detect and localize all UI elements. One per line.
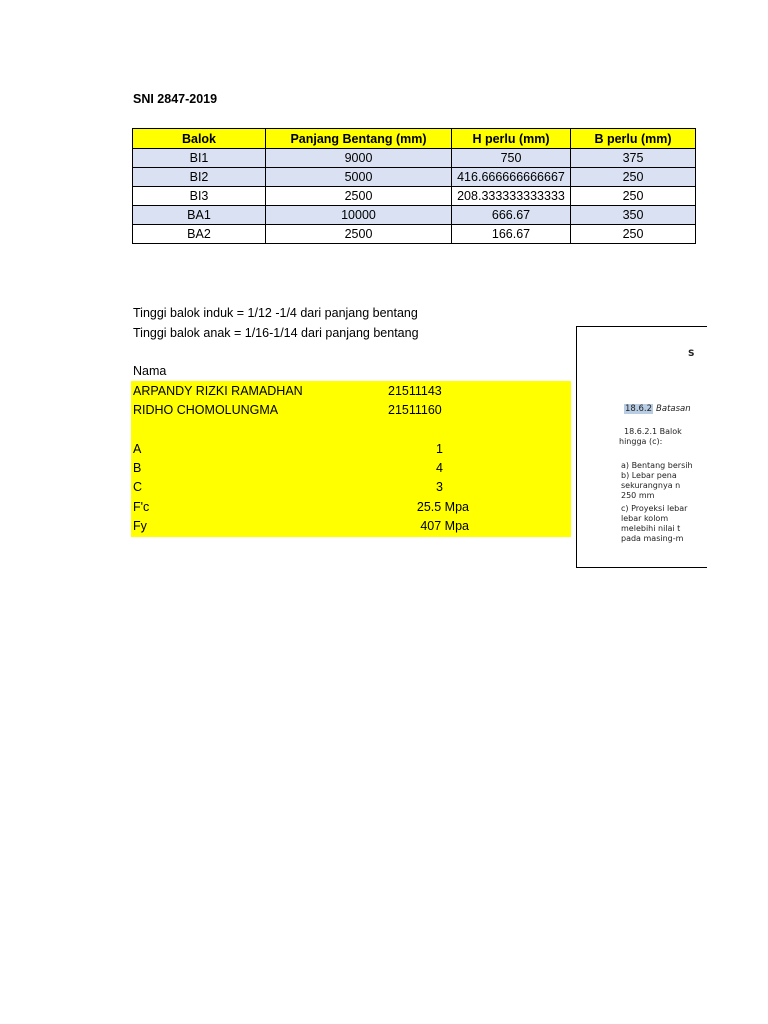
cell-balok: BI3 <box>133 187 266 206</box>
excerpt-section-heading <box>624 404 691 414</box>
cell-panjang: 10000 <box>266 206 452 225</box>
student-row <box>133 401 569 420</box>
param-label: F'c <box>133 500 150 514</box>
student-name: RIDHO CHOMOLUNGMA <box>133 403 279 417</box>
cell-balok: BA2 <box>133 225 266 244</box>
cell-balok: BA1 <box>133 206 266 225</box>
cell-h: 416.666666666667 <box>452 168 571 187</box>
param-row-fy <box>133 517 569 536</box>
header-balok: Balok <box>133 129 266 149</box>
cell-b: 350 <box>571 206 696 225</box>
cell-b: 250 <box>571 168 696 187</box>
excerpt-line: b) Lebar pena <box>621 471 677 480</box>
param-label: Fy <box>133 519 147 533</box>
cell-b: 250 <box>571 225 696 244</box>
student-row <box>133 382 569 401</box>
excerpt-section-title: Batasan <box>656 404 691 414</box>
cell-panjang: 2500 <box>266 187 452 206</box>
excerpt-line: c) Proyeksi lebar <box>621 504 688 513</box>
student-id: 21511143 <box>388 384 442 398</box>
cell-b: 250 <box>571 187 696 206</box>
param-value: 1 <box>436 442 443 456</box>
cell-h: 666.67 <box>452 206 571 225</box>
cell-panjang: 9000 <box>266 149 452 168</box>
cell-h: 208.333333333333 <box>452 187 571 206</box>
excerpt-header: S <box>688 349 695 359</box>
param-value: 3 <box>436 480 443 494</box>
param-value: 25.5 Mpa <box>416 500 469 514</box>
cell-balok: BI2 <box>133 168 266 187</box>
param-row-b <box>133 459 569 478</box>
student-name: ARPANDY RIZKI RAMADHAN <box>133 384 303 398</box>
beam-dimension-table <box>132 128 696 244</box>
excerpt-line: 18.6.2.1 Balok <box>624 427 682 436</box>
table-row <box>133 187 696 206</box>
excerpt-line: sekurangnya n <box>621 481 681 490</box>
excerpt-line: melebihi nilai t <box>621 524 681 533</box>
param-label: A <box>133 442 142 456</box>
param-value: 4 <box>436 461 443 475</box>
header-panjang-bentang: Panjang Bentang (mm) <box>266 129 452 149</box>
cell-b: 375 <box>571 149 696 168</box>
header-h-perlu: H perlu (mm) <box>452 129 571 149</box>
table-row <box>133 206 696 225</box>
param-row-fc <box>133 498 569 517</box>
student-id: 21511160 <box>388 403 442 417</box>
param-label: B <box>133 461 142 475</box>
param-value: 407 Mpa <box>420 519 469 533</box>
excerpt-line: lebar kolom <box>621 514 669 523</box>
cell-balok: BI1 <box>133 149 266 168</box>
excerpt-line: 250 mm <box>621 491 655 500</box>
excerpt-section-number: 18.6.2 <box>625 404 653 414</box>
param-row-a <box>133 440 569 459</box>
table-row <box>133 225 696 244</box>
note-balok-induk: Tinggi balok induk = 1/12 -1/4 dari panjang bentang <box>133 306 418 320</box>
cell-h: 750 <box>452 149 571 168</box>
excerpt-line: pada masing-m <box>621 534 684 543</box>
table-header-row <box>133 129 696 149</box>
cell-h: 166.67 <box>452 225 571 244</box>
excerpt-line: a) Bentang bersih <box>621 461 693 470</box>
cell-panjang: 5000 <box>266 168 452 187</box>
param-row-c <box>133 478 569 497</box>
document-title: SNI 2847-2019 <box>133 92 218 106</box>
param-label: C <box>133 480 143 494</box>
table-row <box>133 168 696 187</box>
excerpt-line: hingga (c): <box>619 437 663 446</box>
table-row <box>133 149 696 168</box>
note-balok-anak: Tinggi balok anak = 1/16-1/14 dari panjang bentang <box>133 326 419 340</box>
names-label: Nama <box>133 364 167 378</box>
header-b-perlu: B perlu (mm) <box>571 129 696 149</box>
standard-excerpt-image <box>576 326 707 568</box>
cell-panjang: 2500 <box>266 225 452 244</box>
